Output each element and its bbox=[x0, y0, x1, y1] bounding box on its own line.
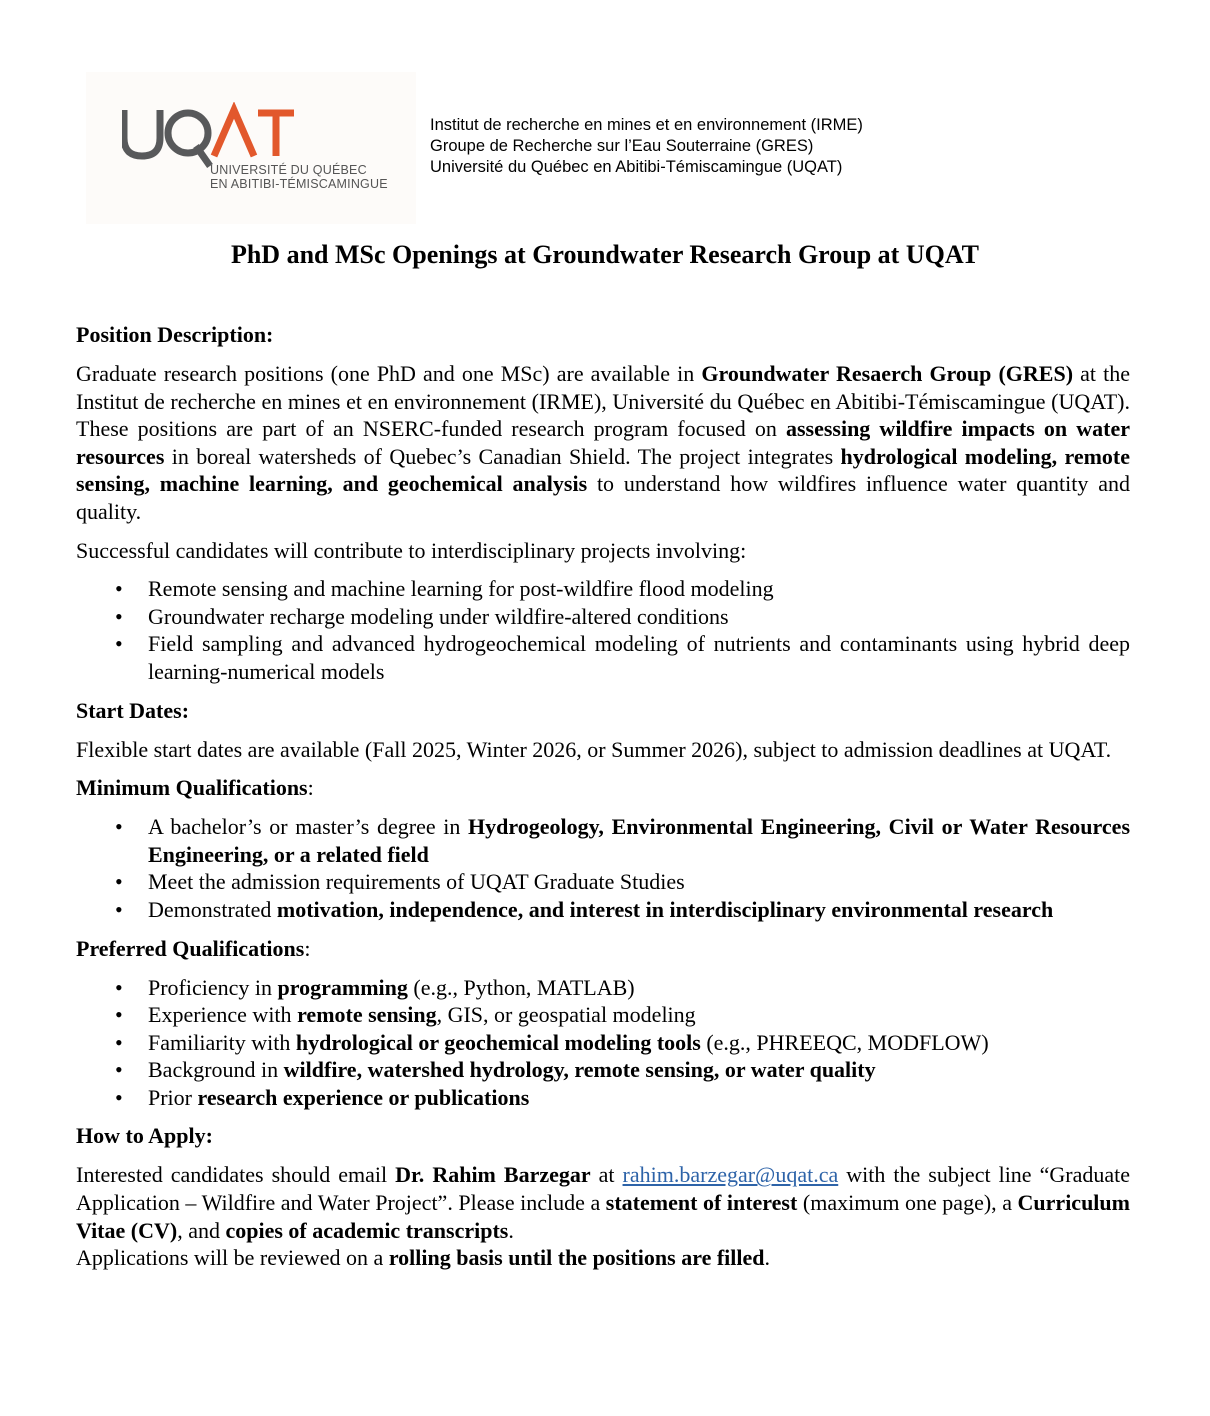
list-item: • Prior research experience or publications bbox=[115, 1084, 530, 1110]
how-to-apply-paragraph: Interested candidates should email Dr. Rahim Barzegar at rahim.barzegar@uqat.ca with the subject line “Graduate Application – Wildfire and Water Project”. Please include a statement of interest (maximum one page), a Curriculum Vitae (CV), and copies of academic transcripts. bbox=[76, 1162, 1130, 1243]
list-item: • Experience with remote sensing, GIS, or geospatial modeling bbox=[115, 1002, 696, 1028]
candidates-intro-paragraph: Successful candidates will contribute to interdisciplinary projects involving: bbox=[76, 537, 747, 563]
contact-email-link[interactable]: rahim.barzegar@uqat.ca bbox=[622, 1162, 839, 1188]
uqat-wordmark-logo bbox=[122, 102, 302, 168]
document-body bbox=[76, 321, 1130, 1272]
header-institute-line: Institut de recherche en mines et en environnement (IRME) bbox=[430, 116, 863, 134]
list-item: • A bachelor’s or master’s degree in Hydrogeology, Environmental Engineering, Civil or Water Resources Engineering, or a related field bbox=[115, 814, 1131, 867]
logo-subtitle-line2: EN ABITIBI-TÉMISCAMINGUE bbox=[210, 177, 388, 191]
preferred-qualifications-heading: Preferred Qualifications: bbox=[76, 935, 311, 961]
list-item: • Field sampling and advanced hydrogeochemical modeling of nutrients and contaminants using hybrid deep learning-numerical models bbox=[115, 631, 1130, 684]
list-item: • Demonstrated motivation, independence, and interest in interdisciplinary environmental research bbox=[115, 896, 1054, 922]
project-list bbox=[76, 575, 1130, 685]
position-description-heading: Position Description: bbox=[76, 322, 274, 347]
how-to-apply-heading: How to Apply: bbox=[76, 1123, 213, 1149]
list-item: • Proficiency in programming (e.g., Python, MATLAB) bbox=[115, 974, 635, 1000]
minimum-qualifications-list bbox=[76, 813, 1130, 923]
rolling-basis-note: Applications will be reviewed on a rolling basis until the positions are filled. bbox=[76, 1245, 771, 1271]
minimum-qualifications-heading: Minimum Qualifications: bbox=[76, 775, 314, 801]
preferred-qualifications-list bbox=[76, 974, 1130, 1112]
list-item: • Remote sensing and machine learning for post-wildfire flood modeling bbox=[115, 576, 774, 602]
list-item: • Groundwater recharge modeling under wildfire-altered conditions bbox=[115, 603, 729, 629]
header-university-line: Université du Québec en Abitibi-Témiscamingue (UQAT) bbox=[430, 158, 843, 176]
logo-subtitle-line1: UNIVERSITÉ DU QUÉBEC bbox=[210, 163, 367, 177]
list-item: • Background in wildfire, watershed hydrology, remote sensing, or water quality bbox=[115, 1057, 876, 1083]
page-title: PhD and MSc Openings at Groundwater Research Group at UQAT bbox=[230, 240, 980, 269]
list-item: • Familiarity with hydrological or geochemical modeling tools (e.g., PHREEQC, MODFLOW) bbox=[115, 1029, 989, 1055]
start-dates-paragraph: Flexible start dates are available (Fall 2025, Winter 2026, or Summer 2026), subject to admission deadlines at UQAT. bbox=[76, 736, 1112, 762]
start-dates-heading: Start Dates: bbox=[76, 697, 190, 723]
header-group-line: Groupe de Recherche sur l’Eau Souterraine (GRES) bbox=[430, 137, 814, 155]
list-item: • Meet the admission requirements of UQAT Graduate Studies bbox=[115, 869, 685, 895]
position-description-paragraph: Graduate research positions (one PhD and one MSc) are available in Groundwater Resaerch Group (GRES) at the Institut de recherche en mines et en environnement (IRME), Université du Québec en Abitibi-Témiscamingue (UQAT). These positions are part of an NSERC-funded research program focused on assessing wildfire impacts on water resources in boreal watersheds of Quebec’s Canadian Shield. The project integrates hydrological modeling, remote sensing, machine learning, and geochemical analysis to understand how wildfires influence water quantity and quality. bbox=[76, 361, 1130, 524]
